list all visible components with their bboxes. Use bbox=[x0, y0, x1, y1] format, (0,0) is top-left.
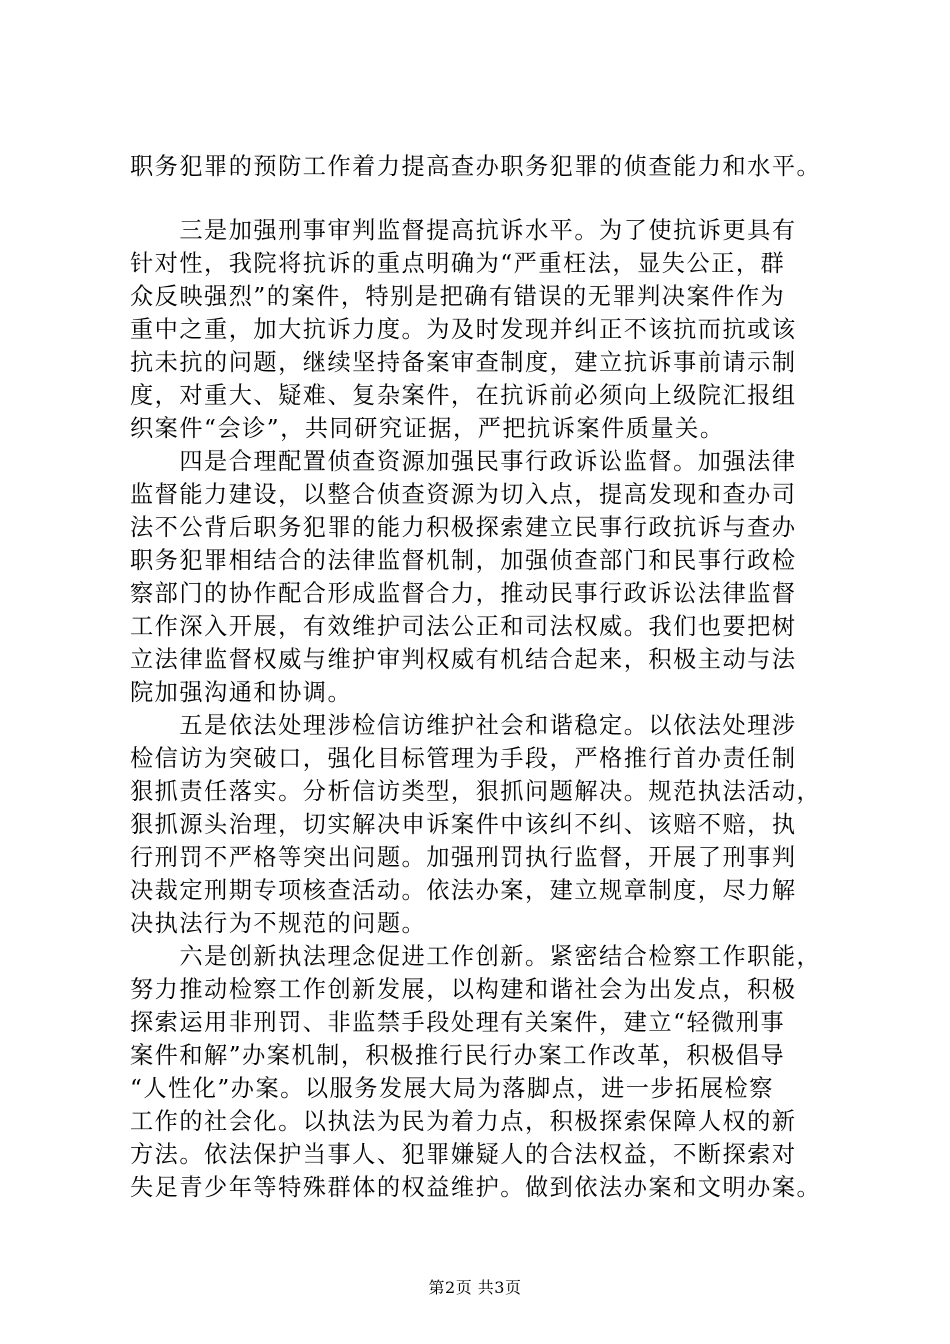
paragraph-line: 监督能力建设，以整合侦查资源为切入点，提高发现和查办司 bbox=[130, 481, 797, 508]
paragraph-line: 三是加强刑事审判监督提高抗诉水平。为了使抗诉更具有 bbox=[130, 217, 797, 244]
paragraph-gap bbox=[130, 183, 830, 214]
paragraph-line: 方法。依法保护当事人、犯罪嫌疑人的合法权益，不断探索对 bbox=[130, 1141, 797, 1168]
paragraph-line: 六是创新执法理念促进工作创新。紧密结合检察工作职能， bbox=[130, 943, 822, 970]
paragraph-line: 度，对重大、疑难、复杂案件，在抗诉前必须向上级院汇报组 bbox=[130, 382, 797, 409]
paragraph-line: 织案件“会诊”，共同研究证据，严把抗诉案件质量关。 bbox=[130, 415, 725, 442]
paragraph-line: 失足青少年等特殊群体的权益维护。做到依法办案和文明办案。 bbox=[130, 1174, 822, 1201]
paragraph-line: 狠抓源头治理，切实解决申诉案件中该纠不纠、该赔不赔，执 bbox=[130, 811, 797, 838]
paragraph-line: 察部门的协作配合形成监督合力，推动民事行政诉讼法律监督 bbox=[130, 580, 797, 607]
paragraph-line: 抗未抗的问题，继续坚持备案审查制度，建立抗诉事前请示制 bbox=[130, 349, 797, 376]
document-body bbox=[130, 150, 830, 1204]
paragraph-5 bbox=[130, 940, 830, 1204]
paragraph-line: 工作的社会化。以执法为民为着力点，积极探索保障人权的新 bbox=[130, 1108, 797, 1135]
paragraph-2 bbox=[130, 214, 830, 445]
paragraph-line: 努力推动检察工作创新发展，以构建和谐社会为出发点，积极 bbox=[130, 976, 797, 1003]
page-footer: 第2页 共3页 bbox=[428, 1278, 522, 1297]
paragraph-line: 院加强沟通和协调。 bbox=[130, 679, 353, 706]
paragraph-line: 四是合理配置侦查资源加强民事行政诉讼监督。加强法律 bbox=[130, 448, 797, 475]
paragraph-line: 法不公背后职务犯罪的能力积极探索建立民事行政抗诉与查办 bbox=[130, 514, 797, 541]
paragraph-line: 五是依法处理涉检信访维护社会和谐稳定。以依法处理涉 bbox=[130, 712, 797, 739]
paragraph-1 bbox=[130, 150, 830, 183]
paragraph-line: “人性化”办案。以服务发展大局为落脚点，进一步拓展检察 bbox=[130, 1075, 774, 1102]
paragraph-line: 众反映强烈”的案件，特别是把确有错误的无罪判决案件作为 bbox=[130, 283, 786, 310]
paragraph-line: 职务犯罪的预防工作着力提高查办职务犯罪的侦查能力和水平。 bbox=[130, 153, 822, 180]
paragraph-line: 检信访为突破口，强化目标管理为手段，严格推行首办责任制 bbox=[130, 745, 797, 772]
paragraph-line: 案件和解”办案机制，积极推行民行办案工作改革，积极倡导 bbox=[130, 1042, 786, 1069]
paragraph-3 bbox=[130, 445, 830, 709]
paragraph-line: 决执法行为不规范的问题。 bbox=[130, 910, 427, 937]
paragraph-line: 行刑罚不严格等突出问题。加强刑罚执行监督，开展了刑事判 bbox=[130, 844, 797, 871]
paragraph-4 bbox=[130, 709, 830, 940]
paragraph-line: 工作深入开展，有效维护司法公正和司法权威。我们也要把树 bbox=[130, 613, 797, 640]
paragraph-line: 探索运用非刑罚、非监禁手段处理有关案件，建立“轻微刑事 bbox=[130, 1009, 786, 1036]
paragraph-line: 狠抓责任落实。分析信访类型，狠抓问题解决。规范执法活动， bbox=[130, 778, 822, 805]
paragraph-line: 重中之重，加大抗诉力度。为及时发现并纠正不该抗而抗或该 bbox=[130, 316, 797, 343]
paragraph-line: 立法律监督权威与维护审判权威有机结合起来，积极主动与法 bbox=[130, 646, 797, 673]
paragraph-line: 职务犯罪相结合的法律监督机制，加强侦查部门和民事行政检 bbox=[130, 547, 797, 574]
paragraph-line: 针对性，我院将抗诉的重点明确为“严重枉法，显失公正，群 bbox=[130, 250, 786, 277]
paragraph-line: 决裁定刑期专项核查活动。依法办案，建立规章制度，尽力解 bbox=[130, 877, 797, 904]
